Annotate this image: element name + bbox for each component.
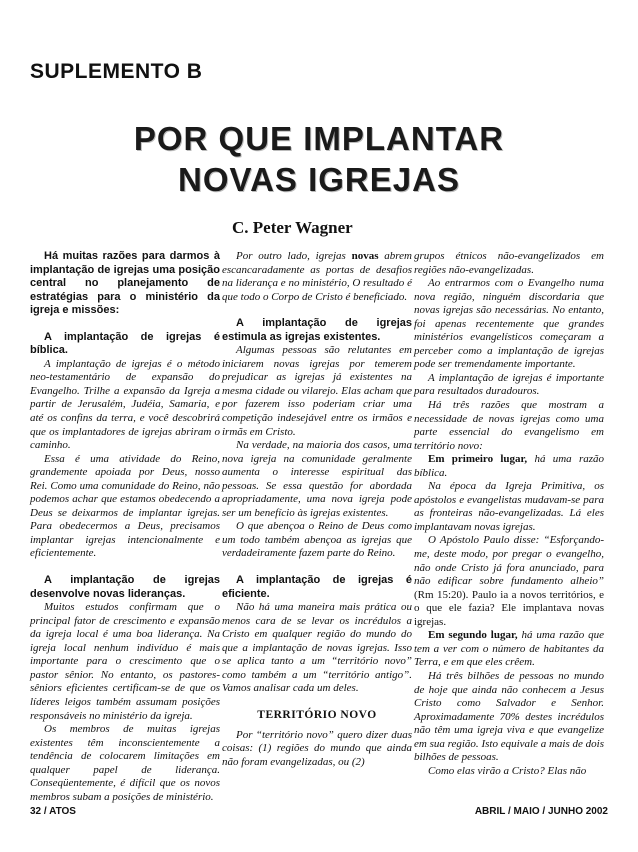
article-title	[0, 118, 638, 200]
emphasis-text: novas	[351, 250, 379, 262]
lead-paragraph: Há muitas razões para darmos à implantação de igrejas uma posição central no planejamento de estratégias para o ministério da igreja e missões:	[30, 250, 220, 317]
paragraph: Há três bilhões de pessoas no mundo de hoje que ainda não conhecem a Jesus Cristo como Salvador e Senhor. Aproximadamente 70% destes incrédulos não têm uma igreja viva e que evangelize em sua região. Isto equivale a mais de dois bilhões de pessoas.	[414, 669, 604, 764]
paragraph: Na época da Igreja Primitiva, os apóstolos e evangelistas mudavam-se para as fronteiras não-evangelizadas. Lá eles implantavam novas igrejas.	[414, 480, 604, 533]
paragraph	[414, 453, 604, 480]
paragraph: Não há uma maneira mais prática ou menos cara de se levar os incrédulos a Cristo em qualquer região do mundo do que a implantação de novas igrejas. Isso se aplica tanto a um “território novo” como também a um “território antigo”. Vamos analisar cada um deles.	[222, 601, 412, 695]
paragraph: Por “território novo” quero dizer duas coisas: (1) regiões do mundo que ainda não foram evangelizadas, ou (2)	[222, 728, 412, 768]
paragraph: A implantação de igrejas é importante para resultados duradouros.	[414, 371, 604, 398]
paragraph	[414, 629, 604, 670]
emphasis-text: Em primeiro lugar,	[428, 453, 528, 466]
paragraph: Como elas virão a Cristo? Elas não	[428, 764, 587, 777]
supplement-label: SUPLEMENTO B	[30, 60, 203, 83]
text-run: (Rm 15:20). Paulo ia a novos territórios, e o que ele fazia? Ele implantava novas igrejas.	[414, 588, 604, 628]
paragraph: O que abençoa o Reino de Deus como um todo também abençoa as igrejas que verdadeiramente fazem parte do Reino.	[222, 520, 412, 560]
text-column-1	[30, 250, 220, 804]
text-column-3	[414, 250, 604, 778]
paragraph: Há três razões que mostram a necessidade de novas igrejas como uma parte essencial do evangelismo em território novo:	[414, 399, 604, 452]
paragraph: Ao entrarmos com o Evangelho numa nova região, ninguém discordaria que novas igrejas são necessárias. No entanto, foi apenas recentemente que grandes ministérios evangelísticos começaram a perceber como a implantação de igrejas pode ser tremendamente importante.	[414, 277, 604, 371]
paragraph	[414, 534, 604, 629]
emphasis-text: Em segundo lugar,	[428, 629, 518, 642]
paragraph: Os membros de muitas igrejas existentes têm inconscientemente a tendência de colocarem limitações em qualquer papel de liderança. Conseqüentemente, é difícil que os novos membros subam a posições de ministério.	[30, 723, 220, 803]
title-line-1: POR QUE IMPLANTAR	[133, 120, 505, 157]
section-heading: TERRITÓRIO NOVO	[257, 708, 377, 721]
paragraph: grupos étnicos não-evangelizados em regiões não-evangelizadas.	[414, 250, 604, 276]
page-footer-right: ABRIL / MAIO / JUNHO 2002	[474, 806, 608, 817]
author-byline: C. Peter Wagner	[232, 218, 353, 237]
subheading: A implantação de igrejas desenvolve novas lideranças.	[30, 574, 220, 600]
subheading: A implantação de igrejas é bíblica.	[30, 330, 220, 357]
text-column-2	[222, 250, 412, 769]
paragraph: Algumas pessoas são relutantes em iniciarem novas igrejas por temerem prejudicar as igrejas já existentes na mesma cidade ou vilarejo. Elas acham que por fazerem isso poderiam criar uma competição indesejável entre os irmãos e irmãs em Cristo.	[222, 344, 412, 438]
paragraph: Muitos estudos confirmam que o principal fator de crescimento e expansão da igreja local é uma boa liderança. Na igreja local nenhum indivíduo é mais importante para o crescimento que o pastor sênior. No entanto, os pastores-sêniors eficientes certificam-se de que os líderes leigos também assumam posições responsáveis no ministério da igreja.	[30, 601, 220, 722]
text-run: há uma razão que tem a ver com o número de habitantes da Terra, e em que eles crêem.	[414, 629, 604, 669]
text-run: O Apóstolo Paulo disse: “Esforçando-me, deste modo, por pregar o evangelho, não onde Cristo já fora anunciado, para não edificar sobre fundamento alheio”	[414, 534, 604, 588]
page-footer-left: 32 / ATOS	[30, 806, 76, 817]
title-line-2: NOVAS IGREJAS	[178, 161, 460, 198]
paragraph: Na verdade, na maioria dos casos, uma nova igreja na comunidade geralmente aumenta o interesse espiritual das pessoas. Se essa questão for abordada apropriadamente, uma nova igreja pode ser um benefício às igrejas existentes.	[222, 439, 412, 519]
subheading: A implantação de igrejas estimula as igrejas existentes.	[222, 317, 412, 343]
paragraph: A implantação de igrejas é o método neo-testamentário de expansão do Evangelho. Trilhe a expansão da Igreja a partir de Jerusalém, Judéia, Samaria, e até os confins da terra, e você descobrirá que os implantadores de igrejas abriram o caminho.	[30, 357, 220, 452]
text-run: abrem escancaradamente as portas de desafios na liderança e no ministério, O resultado é que todo o Corpo de Cristo é beneficiado.	[222, 250, 412, 303]
paragraph: Essa é uma atividade do Reino, grandemente apoiada por Deus, nosso Rei. Como uma comunidade do Reino, não podemos achar que estamos obedecendo a Deus se deixarmos de implantar igrejas. Para obedecermos a Deus, precisamos implantar igrejas intencionalmente e eficientemente.	[30, 452, 220, 560]
paragraph	[222, 250, 412, 304]
subheading: A implantação de igrejas é eficiente.	[222, 574, 412, 600]
text-run: Por outro lado, igrejas	[236, 250, 352, 262]
text-run: há uma razão bíblica.	[414, 453, 604, 479]
